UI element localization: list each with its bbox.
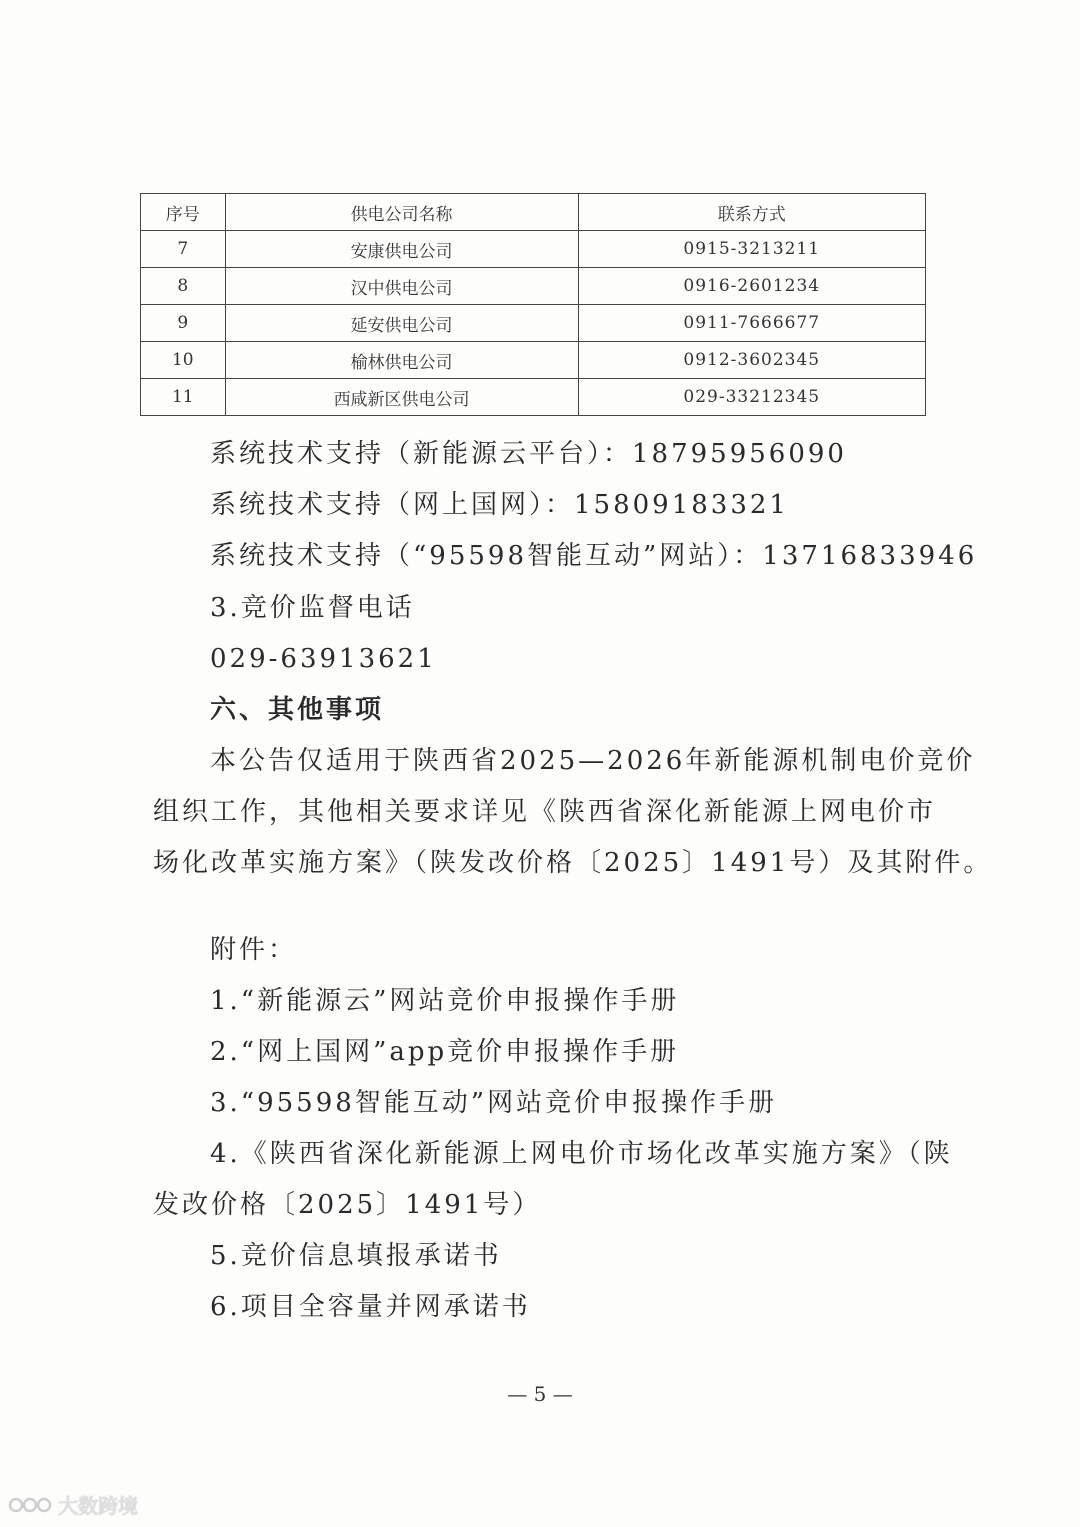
header-contact: 联系方式 — [578, 194, 925, 231]
row-phone: 029-33212345 — [578, 379, 925, 416]
row-phone: 0912-3602345 — [578, 342, 925, 379]
row-phone: 0916-2601234 — [578, 268, 925, 305]
attachment-item: 1.“新能源云”网站竞价申报操作手册 — [210, 986, 680, 1016]
watermark-logo-icon — [8, 1493, 54, 1517]
attachment-item-continued: 发改价格〔2025〕1491号） — [153, 1190, 542, 1220]
row-company: 榆林供电公司 — [225, 342, 578, 379]
attachments-title: 附件： — [210, 935, 298, 965]
table-header-row — [141, 194, 926, 231]
row-company: 汉中供电公司 — [225, 268, 578, 305]
support-95598-site: 系统技术支持（“95598智能互动”网站）：13716833946 — [210, 541, 978, 571]
attachment-item: 2.“网上国网”app竞价申报操作手册 — [210, 1037, 680, 1067]
row-company: 西咸新区供电公司 — [225, 379, 578, 416]
section-heading-other-matters: 六、其他事项 — [210, 695, 385, 725]
table-row — [141, 231, 926, 268]
supervision-phone: 029-63913621 — [210, 644, 437, 674]
row-index: 7 — [141, 231, 226, 268]
row-phone: 0911-7666677 — [578, 305, 925, 342]
power-company-contact-table — [140, 193, 926, 416]
table-row — [141, 268, 926, 305]
table-row — [141, 342, 926, 379]
table-row — [141, 305, 926, 342]
page-number: — 5 — — [507, 1382, 573, 1406]
row-company: 延安供电公司 — [225, 305, 578, 342]
attachment-item: 4.《陕西省深化新能源上网电价市场化改革实施方案》（陕 — [210, 1139, 953, 1169]
watermark — [8, 1490, 138, 1519]
row-index: 9 — [141, 305, 226, 342]
paragraph-line: 本公告仅适用于陕西省2025—2026年新能源机制电价竞价 — [210, 746, 976, 776]
paragraph-line: 组织工作，其他相关要求详见《陕西省深化新能源上网电价市 — [153, 797, 937, 827]
support-online-state-grid: 系统技术支持（网上国网）：15809183321 — [210, 490, 789, 520]
row-index: 8 — [141, 268, 226, 305]
row-company: 安康供电公司 — [225, 231, 578, 268]
watermark-text: 大数跨境 — [58, 1494, 138, 1518]
paragraph-line: 场化改革实施方案》（陕发改价格〔2025〕1491号）及其附件。 — [153, 848, 993, 878]
header-company-name: 供电公司名称 — [225, 194, 578, 231]
attachment-item: 3.“95598智能互动”网站竞价申报操作手册 — [210, 1088, 778, 1118]
table-row — [141, 379, 926, 416]
row-index: 10 — [141, 342, 226, 379]
support-new-energy-cloud: 系统技术支持（新能源云平台）：18795956090 — [210, 439, 847, 469]
header-index: 序号 — [141, 194, 226, 231]
supervision-title: 3.竞价监督电话 — [210, 593, 415, 623]
row-phone: 0915-3213211 — [578, 231, 925, 268]
attachment-item: 6.项目全容量并网承诺书 — [210, 1292, 531, 1322]
attachment-item: 5.竞价信息填报承诺书 — [210, 1241, 502, 1271]
row-index: 11 — [141, 379, 226, 416]
